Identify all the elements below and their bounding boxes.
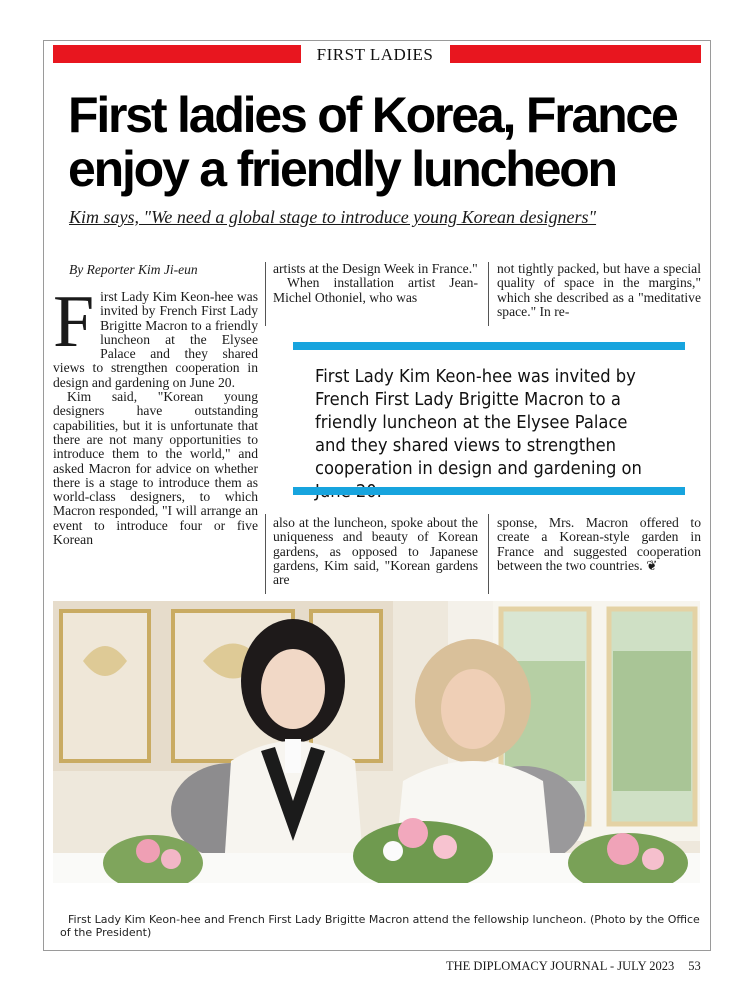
subheadline: Kim says, "We need a global stage to introduce young Korean designers" (69, 207, 597, 227)
column-rule (265, 262, 266, 326)
column-rule (265, 514, 266, 594)
article-paragraph: Kim said, "Korean young designers have outstanding capabilities, but it is unfortunate that there are not many opportunities to introduce them to the world," and asked Macron for advice on whether there is a stage to introduce them as world-class designers, to which Macron responded, "I will arrange an event to introduce four or five Korean (53, 389, 258, 548)
article-column-3-top (497, 262, 701, 319)
column-rule (488, 262, 489, 326)
headline: First ladies of Korea, France enjoy a friendly luncheon (68, 87, 677, 197)
pull-quote: First Lady Kim Keon-hee was invited by French First Lady Brigitte Macron to a friendly luncheon at the Elysee Palace and they shared views to strengthen cooperation in design and gardening on (315, 367, 642, 479)
article-paragraph: not tightly packed, but have a special quality of space in the margins," which she described as a "meditative space." In re- (497, 261, 701, 319)
article-column-2-bottom (273, 516, 478, 587)
page-footer (446, 959, 701, 974)
article-paragraph: sponse, Mrs. Macron offered to create a Korean-style garden in France and suggested cooperation between the two countries. ❦ (497, 515, 701, 573)
end-mark-icon: ❦ (646, 557, 658, 573)
article-column-3-bottom (497, 516, 701, 573)
photo-caption: First Lady Kim Keon-hee and French First Lady Brigitte Macron attend the fellowship luncheon. (Photo by the Office of the President) (60, 913, 700, 939)
page-number: 53 (688, 959, 701, 973)
luncheon-photo-illustration (53, 601, 700, 883)
section-label: FIRST LADIES (316, 45, 434, 64)
byline: By Reporter Kim Ji-eun (69, 262, 198, 277)
article-paragraph: artists at the Design Week in France." (273, 261, 478, 276)
pullquote-rule-bottom (293, 487, 685, 495)
section-bar-right (450, 45, 701, 63)
luncheon-photo (53, 601, 700, 883)
article-column-1 (53, 281, 258, 548)
column-rule (488, 514, 489, 594)
section-bar-left (53, 45, 301, 63)
pullquote-rule-top (293, 342, 685, 350)
article-paragraph: When installation artist Jean-Michel Othoniel, who was (273, 275, 478, 305)
article-paragraph: irst Lady Kim Keon-hee was invited by French First Lady Brigitte Macron to a friendly luncheon at the Elysee Palace and they shared views to strengthen cooperation in design and gardening on June 20. (53, 289, 258, 390)
drop-cap: F (53, 281, 95, 363)
article-column-2-top (273, 262, 478, 305)
article-paragraph: also at the luncheon, spoke about the uniqueness and beauty of Korean gardens, as opposed to Japanese gardens, Kim said, "Korean gardens are (273, 515, 478, 588)
publication-name: THE DIPLOMACY JOURNAL - JULY 2023 (446, 959, 675, 973)
